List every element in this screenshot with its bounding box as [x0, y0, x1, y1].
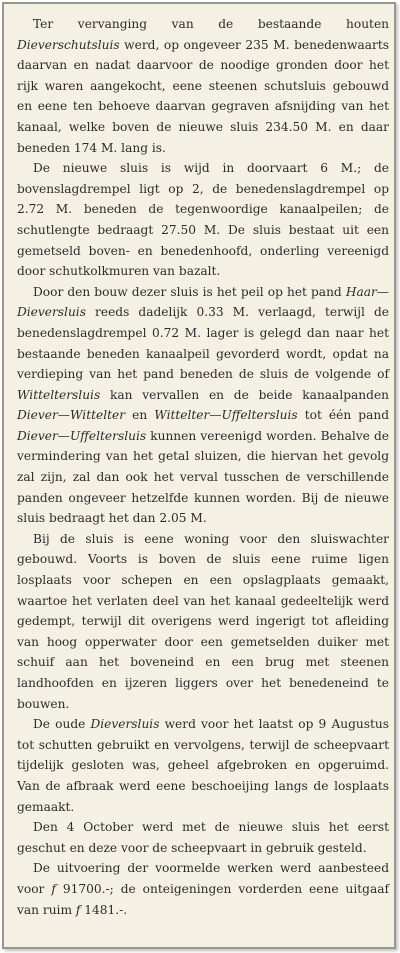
- italic-text-run: f: [75, 902, 81, 917]
- text-run: werd voor het laatst op 9 Augustus tot schutten gebruikt en vervolgens, terwijl de scheepvaart tijdelijk gesloten was, geheel afgebroken en opgeruimd. Van de afbraak werd eene beschoeijing langs de losplaats gemaakt.: [17, 717, 390, 814]
- text-run: kunnen vereenigd worden. Behalve de vermindering van het getal sluizen, die hiervan het gevolg zal zijn, zal dan ook het verval tusschen de verschillende panden ongeveer hetzelfde kunnen worden. Bij de nieuwe sluis bedraagt het dan 2.05 M.: [17, 428, 389, 526]
- text-run: en: [125, 408, 155, 423]
- text-run: Ter vervanging van de bestaande houten: [33, 17, 389, 31]
- text-run: De nieuwe sluis is wijd in doorvaart 6 M.; de bovenslagdrempel ligt op 2, de benedenslagdrempel op 2.72 M. beneden de tegenwoordige kanaalpeilen; de schutlengte bedraagt 27.50 M. De sluis bestaat uit een gemetseld boven- en benedenhoofd, onderling vereenigd door schutkolkmuren van bazalt.: [17, 161, 389, 279]
- italic-text-run: Dieverschutsluis: [17, 37, 120, 52]
- paragraph-6: [17, 817, 389, 858]
- paragraph-3: [17, 282, 389, 529]
- paragraph-5: [17, 714, 389, 817]
- italic-text-run: Diever—Wittelter: [17, 408, 126, 423]
- text-run: Door den bouw dezer sluis is het peil op het pand: [33, 284, 346, 299]
- paragraph-7: [17, 858, 389, 920]
- italic-text-run: Wittelter—Uffeltersluis: [154, 408, 298, 423]
- italic-text-run: Diever—Uffeltersluis: [17, 428, 147, 443]
- italic-text-run: Witteltersluis: [17, 387, 101, 402]
- text-run: 1481.-.: [80, 902, 128, 917]
- text-run: werd, op ongeveer 235 M. benedenwaarts daarvan en nadat daarvoor de noodige gronden door het rijk waren aangekocht, eene steenen schutsluis gebouwd en eene ten behoeve daarvan gegraven afsnijding van het kanaal, welke boven de nieuwe sluis 234.50 M. en daar beneden 174 M. lang is.: [17, 37, 389, 155]
- text-run: Den 4 October werd met de nieuwe sluis het eerst geschut en deze voor de scheepvaart in gebruik gesteld.: [17, 820, 389, 855]
- paragraph-1: [17, 14, 389, 158]
- text-run: kan vervallen en de beide kanaalpanden: [100, 387, 389, 402]
- document-text: [17, 14, 389, 920]
- paragraph-4: [17, 529, 389, 714]
- italic-text-run: Haar—Dieversluis: [17, 284, 389, 320]
- text-run: tot één pand: [297, 408, 390, 423]
- text-run: reeds dadelijk 0.33 M. verlaagd, terwijl de benedenslagdrempel 0.72 M. lager is gelegd dan naar het bestaande beneden kanaalpeil gevorderd wordt, opdat na verdieping van het pand beneden de sluis de volgende of: [17, 305, 389, 382]
- text-run: De uitvoering der voormelde werken werd aanbesteed voor: [17, 861, 389, 896]
- text-run: De oude: [33, 717, 91, 732]
- text-run: 91700.-; de onteigeningen vorderden eene uitgaaf van ruim: [17, 881, 389, 917]
- italic-text-run: f: [51, 881, 56, 896]
- paragraph-2: [17, 158, 389, 282]
- text-run: Bij de sluis is eene woning voor den sluiswachter gebouwd. Voorts is boven de sluis eene ruime ligen losplaats voor schepen en een opslagplaats gemaakt, waartoe het verlaten deel van het kanaal gedeeltelijk werd gedempt, terwijl dit overigens werd ingerigt tot afleiding van hoog opperwater door een gemetselden duiker met schuif aan het boveneind en een brug met steenen landhoofden en ijzeren liggers over het benedeneind te bouwen.: [17, 531, 389, 711]
- page-frame: [2, 2, 396, 949]
- italic-text-run: Dieversluis: [90, 717, 160, 732]
